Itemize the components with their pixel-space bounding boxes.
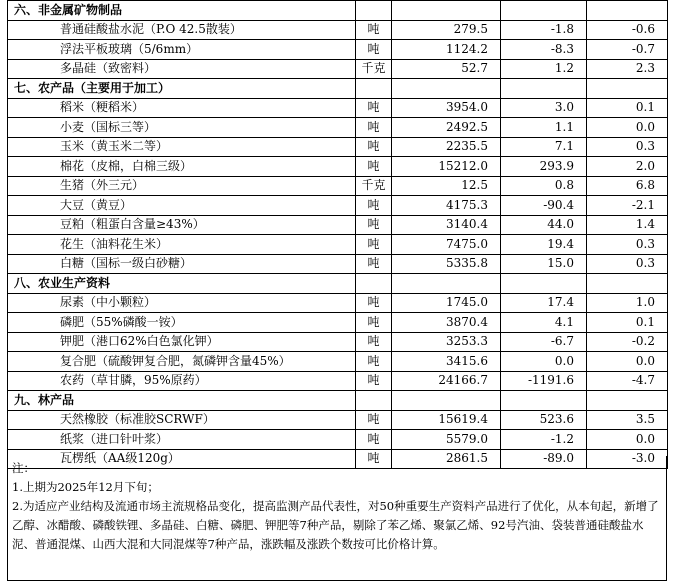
price-cell: 5579.0 — [392, 430, 501, 450]
price-cell: 2235.5 — [392, 137, 501, 157]
pct-cell: -0.2 — [587, 332, 668, 352]
product-name: 浮法平板玻璃（5/6mm） — [8, 40, 356, 60]
empty-cell — [392, 1, 501, 21]
category-label: 九、林产品 — [8, 391, 356, 411]
pct-cell: 2.0 — [587, 157, 668, 177]
unit-cell: 吨 — [356, 449, 392, 469]
product-name: 尿素（中小颗粒） — [8, 293, 356, 313]
empty-cell — [356, 391, 392, 411]
empty-cell — [501, 391, 587, 411]
price-cell: 3140.4 — [392, 215, 501, 235]
unit-cell: 吨 — [356, 410, 392, 430]
change-cell: 1.2 — [501, 59, 587, 79]
empty-cell — [587, 274, 668, 294]
empty-cell — [356, 1, 392, 21]
change-cell: 293.9 — [501, 157, 587, 177]
empty-cell — [392, 274, 501, 294]
table-row — [8, 137, 668, 157]
empty-cell — [587, 1, 668, 21]
change-cell: 44.0 — [501, 215, 587, 235]
pct-cell: 0.0 — [587, 118, 668, 138]
empty-cell — [587, 79, 668, 99]
pct-cell: 0.0 — [587, 430, 668, 450]
unit-cell: 吨 — [356, 40, 392, 60]
table-row — [8, 59, 668, 79]
price-cell: 3954.0 — [392, 98, 501, 118]
product-name: 瓦楞纸（AA级120g） — [8, 449, 356, 469]
pct-cell: -2.1 — [587, 196, 668, 216]
price-cell: 3253.3 — [392, 332, 501, 352]
notes-section — [7, 456, 667, 581]
pct-cell: 2.3 — [587, 59, 668, 79]
change-cell: 0.0 — [501, 352, 587, 372]
pct-cell: 1.4 — [587, 215, 668, 235]
product-name: 钾肥（港口62%白色氯化钾） — [8, 332, 356, 352]
note-1: 1.上期为2025年12月下旬； — [12, 480, 159, 494]
price-cell: 3415.6 — [392, 352, 501, 372]
price-cell: 12.5 — [392, 176, 501, 196]
pct-cell: 0.3 — [587, 235, 668, 255]
unit-cell: 吨 — [356, 313, 392, 333]
change-cell: 523.6 — [501, 410, 587, 430]
empty-cell — [392, 79, 501, 99]
empty-cell — [587, 391, 668, 411]
unit-cell: 吨 — [356, 137, 392, 157]
change-cell: 15.0 — [501, 254, 587, 274]
unit-cell: 吨 — [356, 20, 392, 40]
unit-cell: 千克 — [356, 176, 392, 196]
pct-cell: 6.8 — [587, 176, 668, 196]
table-row — [8, 40, 668, 60]
price-cell: 15212.0 — [392, 157, 501, 177]
change-cell: 17.4 — [501, 293, 587, 313]
empty-cell — [501, 274, 587, 294]
product-name: 多晶硅（致密料） — [8, 59, 356, 79]
table-row — [8, 410, 668, 430]
table-row — [8, 118, 668, 138]
table-row — [8, 215, 668, 235]
price-cell: 2492.5 — [392, 118, 501, 138]
product-name: 天然橡胶（标准胶SCRWF） — [8, 410, 356, 430]
unit-cell: 吨 — [356, 332, 392, 352]
unit-cell: 吨 — [356, 196, 392, 216]
change-cell: 4.1 — [501, 313, 587, 333]
change-cell: -90.4 — [501, 196, 587, 216]
pct-cell: -0.7 — [587, 40, 668, 60]
category-row — [8, 79, 668, 99]
table-row — [8, 254, 668, 274]
pct-cell: 3.5 — [587, 410, 668, 430]
unit-cell: 吨 — [356, 254, 392, 274]
pct-cell: -3.0 — [587, 449, 668, 469]
pct-cell: 0.0 — [587, 352, 668, 372]
price-table-body — [8, 1, 668, 469]
pct-cell: 0.3 — [587, 254, 668, 274]
unit-cell: 吨 — [356, 352, 392, 372]
product-name: 纸浆（进口针叶浆） — [8, 430, 356, 450]
product-name: 花生（油料花生米） — [8, 235, 356, 255]
empty-cell — [356, 274, 392, 294]
notes-title: 注： — [12, 461, 35, 475]
change-cell: 7.1 — [501, 137, 587, 157]
category-label: 七、农产品（主要用于加工） — [8, 79, 356, 99]
product-name: 小麦（国标三等） — [8, 118, 356, 138]
empty-cell — [392, 391, 501, 411]
unit-cell: 吨 — [356, 293, 392, 313]
change-cell: -1191.6 — [501, 371, 587, 391]
price-cell: 279.5 — [392, 20, 501, 40]
product-name: 大豆（黄豆） — [8, 196, 356, 216]
change-cell: -89.0 — [501, 449, 587, 469]
pct-cell: -4.7 — [587, 371, 668, 391]
price-cell: 1124.2 — [392, 40, 501, 60]
unit-cell: 千克 — [356, 59, 392, 79]
price-cell: 52.7 — [392, 59, 501, 79]
price-cell: 5335.8 — [392, 254, 501, 274]
unit-cell: 吨 — [356, 215, 392, 235]
product-name: 普通硅酸盐水泥（P.O 42.5散装） — [8, 20, 356, 40]
price-cell: 4175.3 — [392, 196, 501, 216]
unit-cell: 吨 — [356, 118, 392, 138]
change-cell: -8.3 — [501, 40, 587, 60]
table-row — [8, 371, 668, 391]
product-name: 玉米（黄玉米二等） — [8, 137, 356, 157]
product-name: 生猪（外三元） — [8, 176, 356, 196]
category-row — [8, 274, 668, 294]
price-cell: 1745.0 — [392, 293, 501, 313]
pct-cell: 0.1 — [587, 313, 668, 333]
table-row — [8, 313, 668, 333]
change-cell: -1.2 — [501, 430, 587, 450]
category-label: 六、非金属矿物制品 — [8, 1, 356, 21]
product-name: 豆粕（粗蛋白含量≥43%） — [8, 215, 356, 235]
product-name: 复合肥（硫酸钾复合肥，氮磷钾含量45%） — [8, 352, 356, 372]
price-cell: 7475.0 — [392, 235, 501, 255]
table-row — [8, 157, 668, 177]
table-row — [8, 196, 668, 216]
change-cell: -1.8 — [501, 20, 587, 40]
unit-cell: 吨 — [356, 371, 392, 391]
change-cell: 19.4 — [501, 235, 587, 255]
empty-cell — [501, 79, 587, 99]
pct-cell: 0.3 — [587, 137, 668, 157]
change-cell: 0.8 — [501, 176, 587, 196]
table-row — [8, 352, 668, 372]
unit-cell: 吨 — [356, 430, 392, 450]
product-name: 农药（草甘膦，95%原药） — [8, 371, 356, 391]
pct-cell: -0.6 — [587, 20, 668, 40]
price-cell: 2861.5 — [392, 449, 501, 469]
category-row — [8, 1, 668, 21]
unit-cell: 吨 — [356, 235, 392, 255]
table-row — [8, 98, 668, 118]
pct-cell: 0.1 — [587, 98, 668, 118]
category-label: 八、农业生产资料 — [8, 274, 356, 294]
product-name: 磷肥（55%磷酸一铵） — [8, 313, 356, 333]
table-row — [8, 176, 668, 196]
unit-cell: 吨 — [356, 98, 392, 118]
product-name: 棉花（皮棉，白棉三级） — [8, 157, 356, 177]
table-row — [8, 293, 668, 313]
note-2: 2.为适应产业结构及流通市场主流规格品变化，提高监测产品代表性，对50种重要生产资料产品进行了优化，从本旬起，新增了乙醇、冰醋酸、磷酸铁锂、多晶硅、白糖、磷肥、钾肥等7种产品，剔除了苯乙烯、聚氯乙烯、92号汽油、袋装普通硅酸盐水泥、普通混煤、山西大混和大同混煤等7种产品，涨跌幅及涨跌个数按可比价格计算。 — [12, 499, 659, 551]
table-row — [8, 430, 668, 450]
change-cell: -6.7 — [501, 332, 587, 352]
empty-cell — [501, 1, 587, 21]
change-cell: 3.0 — [501, 98, 587, 118]
change-cell: 1.1 — [501, 118, 587, 138]
pct-cell: 1.0 — [587, 293, 668, 313]
table-row — [8, 235, 668, 255]
unit-cell: 吨 — [356, 157, 392, 177]
product-name: 白糖（国标一级白砂糖） — [8, 254, 356, 274]
empty-cell — [356, 79, 392, 99]
table-row — [8, 20, 668, 40]
table-row — [8, 332, 668, 352]
price-table — [7, 0, 668, 469]
price-cell: 3870.4 — [392, 313, 501, 333]
price-cell: 24166.7 — [392, 371, 501, 391]
category-row — [8, 391, 668, 411]
price-cell: 15619.4 — [392, 410, 501, 430]
product-name: 稻米（粳稻米） — [8, 98, 356, 118]
